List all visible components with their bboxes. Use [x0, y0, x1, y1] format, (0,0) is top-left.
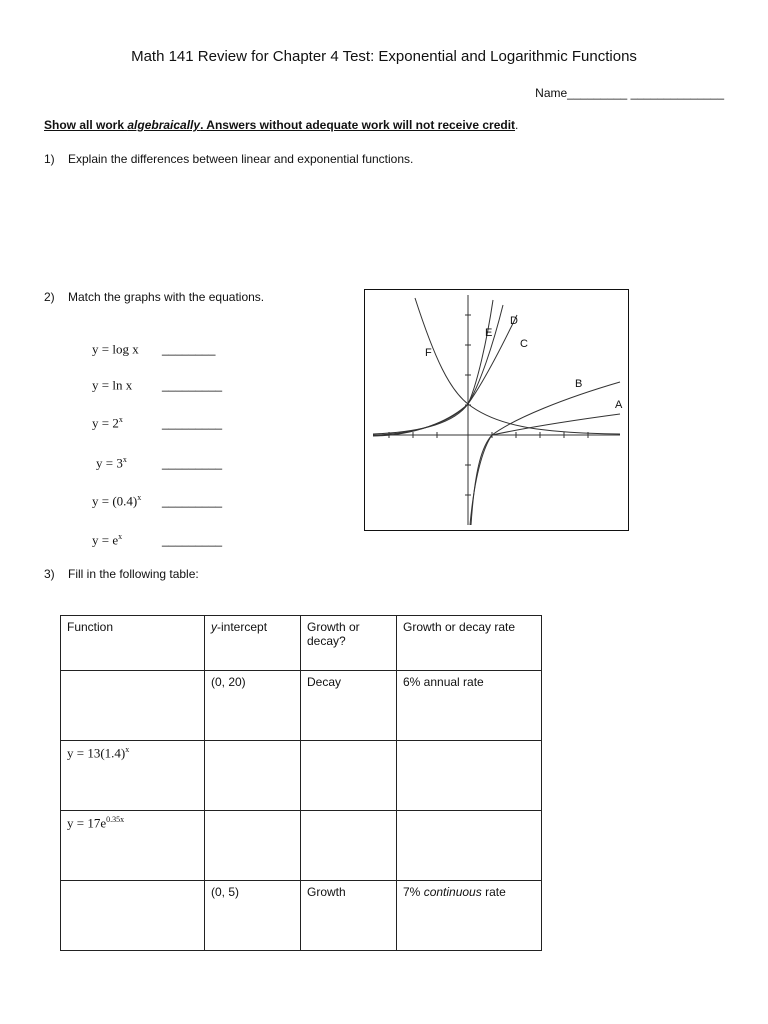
question-3-text: Fill in the following table: [68, 567, 199, 581]
equation-row [96, 454, 222, 472]
table-row [61, 811, 542, 881]
cell-type [301, 741, 397, 811]
cell-type [301, 811, 397, 881]
equation-row [92, 492, 222, 510]
cell-intercept: (0, 20) [205, 671, 301, 741]
table-row [61, 741, 542, 811]
equation: $y = (0.4)^x$ [92, 492, 142, 508]
table-row [61, 881, 542, 951]
answer-blank: ________ [162, 342, 216, 356]
answer-blank: _________ [162, 494, 223, 508]
equation-row [92, 531, 222, 549]
equation: y = log x [92, 341, 139, 356]
question-3-number: 3) [44, 567, 55, 581]
cell-type: Decay [301, 671, 397, 741]
question-1-number: 1) [44, 152, 55, 166]
equation: $y = 2^x$ [92, 414, 123, 430]
graph-svg [365, 290, 628, 530]
page-title: Math 141 Review for Chapter 4 Test: Exponential and Logarithmic Functions [131, 48, 637, 65]
curve-d [373, 300, 493, 436]
cell-rate: 6% annual rate [397, 671, 542, 741]
cell-function: $y = 17e^{0.35x}$ [61, 811, 205, 881]
instructions-bold-prefix: Show all work [44, 118, 128, 132]
name-field-label: Name_________ ______________ [535, 86, 724, 100]
function-graph [364, 289, 629, 531]
header-y-intercept: y-intercept [205, 616, 301, 671]
graph-label-d: D [510, 315, 518, 327]
answer-blank: _________ [162, 456, 223, 470]
instructions-italic-word: algebraically [127, 118, 201, 132]
question-3 [44, 567, 199, 581]
table-header-row [61, 616, 542, 671]
cell-function [61, 881, 205, 951]
graph-label-f: F [425, 347, 432, 359]
cell-intercept [205, 811, 301, 881]
cell-type: Growth [301, 881, 397, 951]
function-table [60, 615, 542, 951]
equation-row [92, 376, 222, 394]
question-1 [44, 152, 413, 166]
header-rate: Growth or decay rate [397, 616, 542, 671]
answer-blank: _________ [162, 533, 223, 547]
cell-rate [397, 741, 542, 811]
table-row [61, 671, 542, 741]
instructions-period: . [515, 118, 519, 132]
cell-intercept: (0, 5) [205, 881, 301, 951]
cell-intercept [205, 741, 301, 811]
cell-rate: 7% continuous rate [397, 881, 542, 951]
answer-blank: _________ [162, 416, 223, 430]
instructions [44, 118, 518, 132]
equation-row [92, 340, 215, 358]
cell-rate [397, 811, 542, 881]
question-2-number: 2) [44, 290, 55, 304]
graph-label-a: A [615, 399, 623, 411]
curve-e [373, 305, 503, 435]
graph-label-b: B [575, 378, 583, 390]
graph-label-c: C [520, 338, 528, 350]
question-2-text: Match the graphs with the equations. [68, 290, 265, 304]
question-1-text: Explain the differences between linear and exponential functions. [68, 152, 414, 166]
instructions-bold-rest: . Answers without adequate work will not receive credit [200, 118, 516, 132]
equation: $y = 3^x$ [96, 454, 127, 470]
equation-row [92, 414, 222, 432]
axis-ticks [389, 315, 588, 495]
curve-b [471, 382, 620, 525]
equation: $y = e^x$ [92, 531, 123, 547]
equation: y = ln x [92, 377, 133, 392]
graph-label-e: E [485, 327, 493, 339]
answer-blank: _________ [162, 378, 223, 392]
header-growth-or-decay: Growth or decay? [301, 616, 397, 671]
cell-function [61, 671, 205, 741]
question-2 [44, 290, 264, 304]
cell-function: $y = 13(1.4)^x$ [61, 741, 205, 811]
header-function: Function [61, 616, 205, 671]
curve-a [470, 414, 620, 525]
